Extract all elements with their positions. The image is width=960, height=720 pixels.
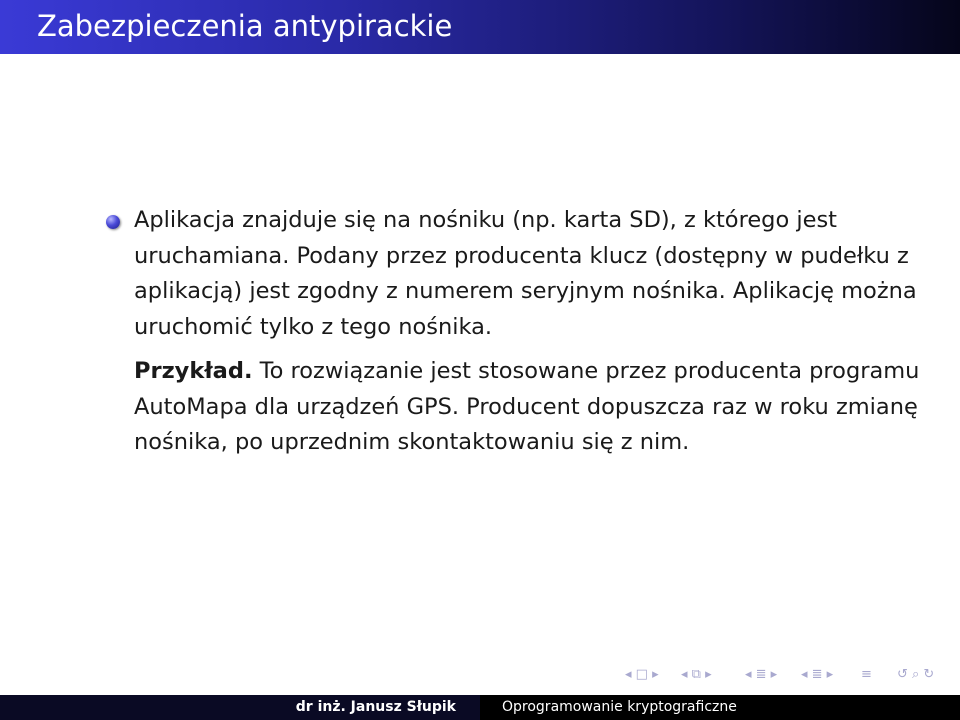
footer <box>0 695 960 720</box>
nav-frame-back-icon[interactable]: ◂ ⧉ ▸ <box>681 667 712 682</box>
nav-section-icon[interactable]: ◂ ≣ ▸ <box>745 667 778 682</box>
footer-right <box>480 695 960 720</box>
footer-course: Oprogramowanie kryptograficzne <box>502 699 737 715</box>
title-bar <box>0 0 960 54</box>
example-label: Przykład. <box>134 358 253 384</box>
nav-align-icon[interactable]: ≡ <box>861 667 872 682</box>
nav-search-icon[interactable]: ↺ ⌕ ↻ <box>897 667 935 682</box>
bullet-icon <box>106 215 120 229</box>
nav-subsection-icon[interactable]: ◂ ≣ ▸ <box>801 667 834 682</box>
slide-body <box>134 203 934 461</box>
example-paragraph <box>134 354 934 461</box>
beamer-navigation <box>625 665 945 685</box>
nav-first-icon[interactable]: ◂ □ ▸ <box>625 667 659 682</box>
slide-title: Zabezpieczenia antypirackie <box>37 9 453 43</box>
footer-left <box>0 695 480 720</box>
footer-author: dr inż. Janusz Słupik <box>295 699 456 715</box>
example-text: To rozwiązanie jest stosowane przez producenta programu AutoMapa dla urządzeń GPS. Producent dopuszcza raz w roku zmianę nośnika, po uprzednim skontaktowaniu się z nim. <box>134 358 920 455</box>
bullet-paragraph: Aplikacja znajduje się na nośniku (np. karta SD), z którego jest uruchamiana. Podany przez producenta klucz (dostępny w pudełku z aplikacją) jest zgodny z numerem seryjnym nośnika. Aplikację można uruchomić tylko z tego nośnika. <box>134 207 917 340</box>
